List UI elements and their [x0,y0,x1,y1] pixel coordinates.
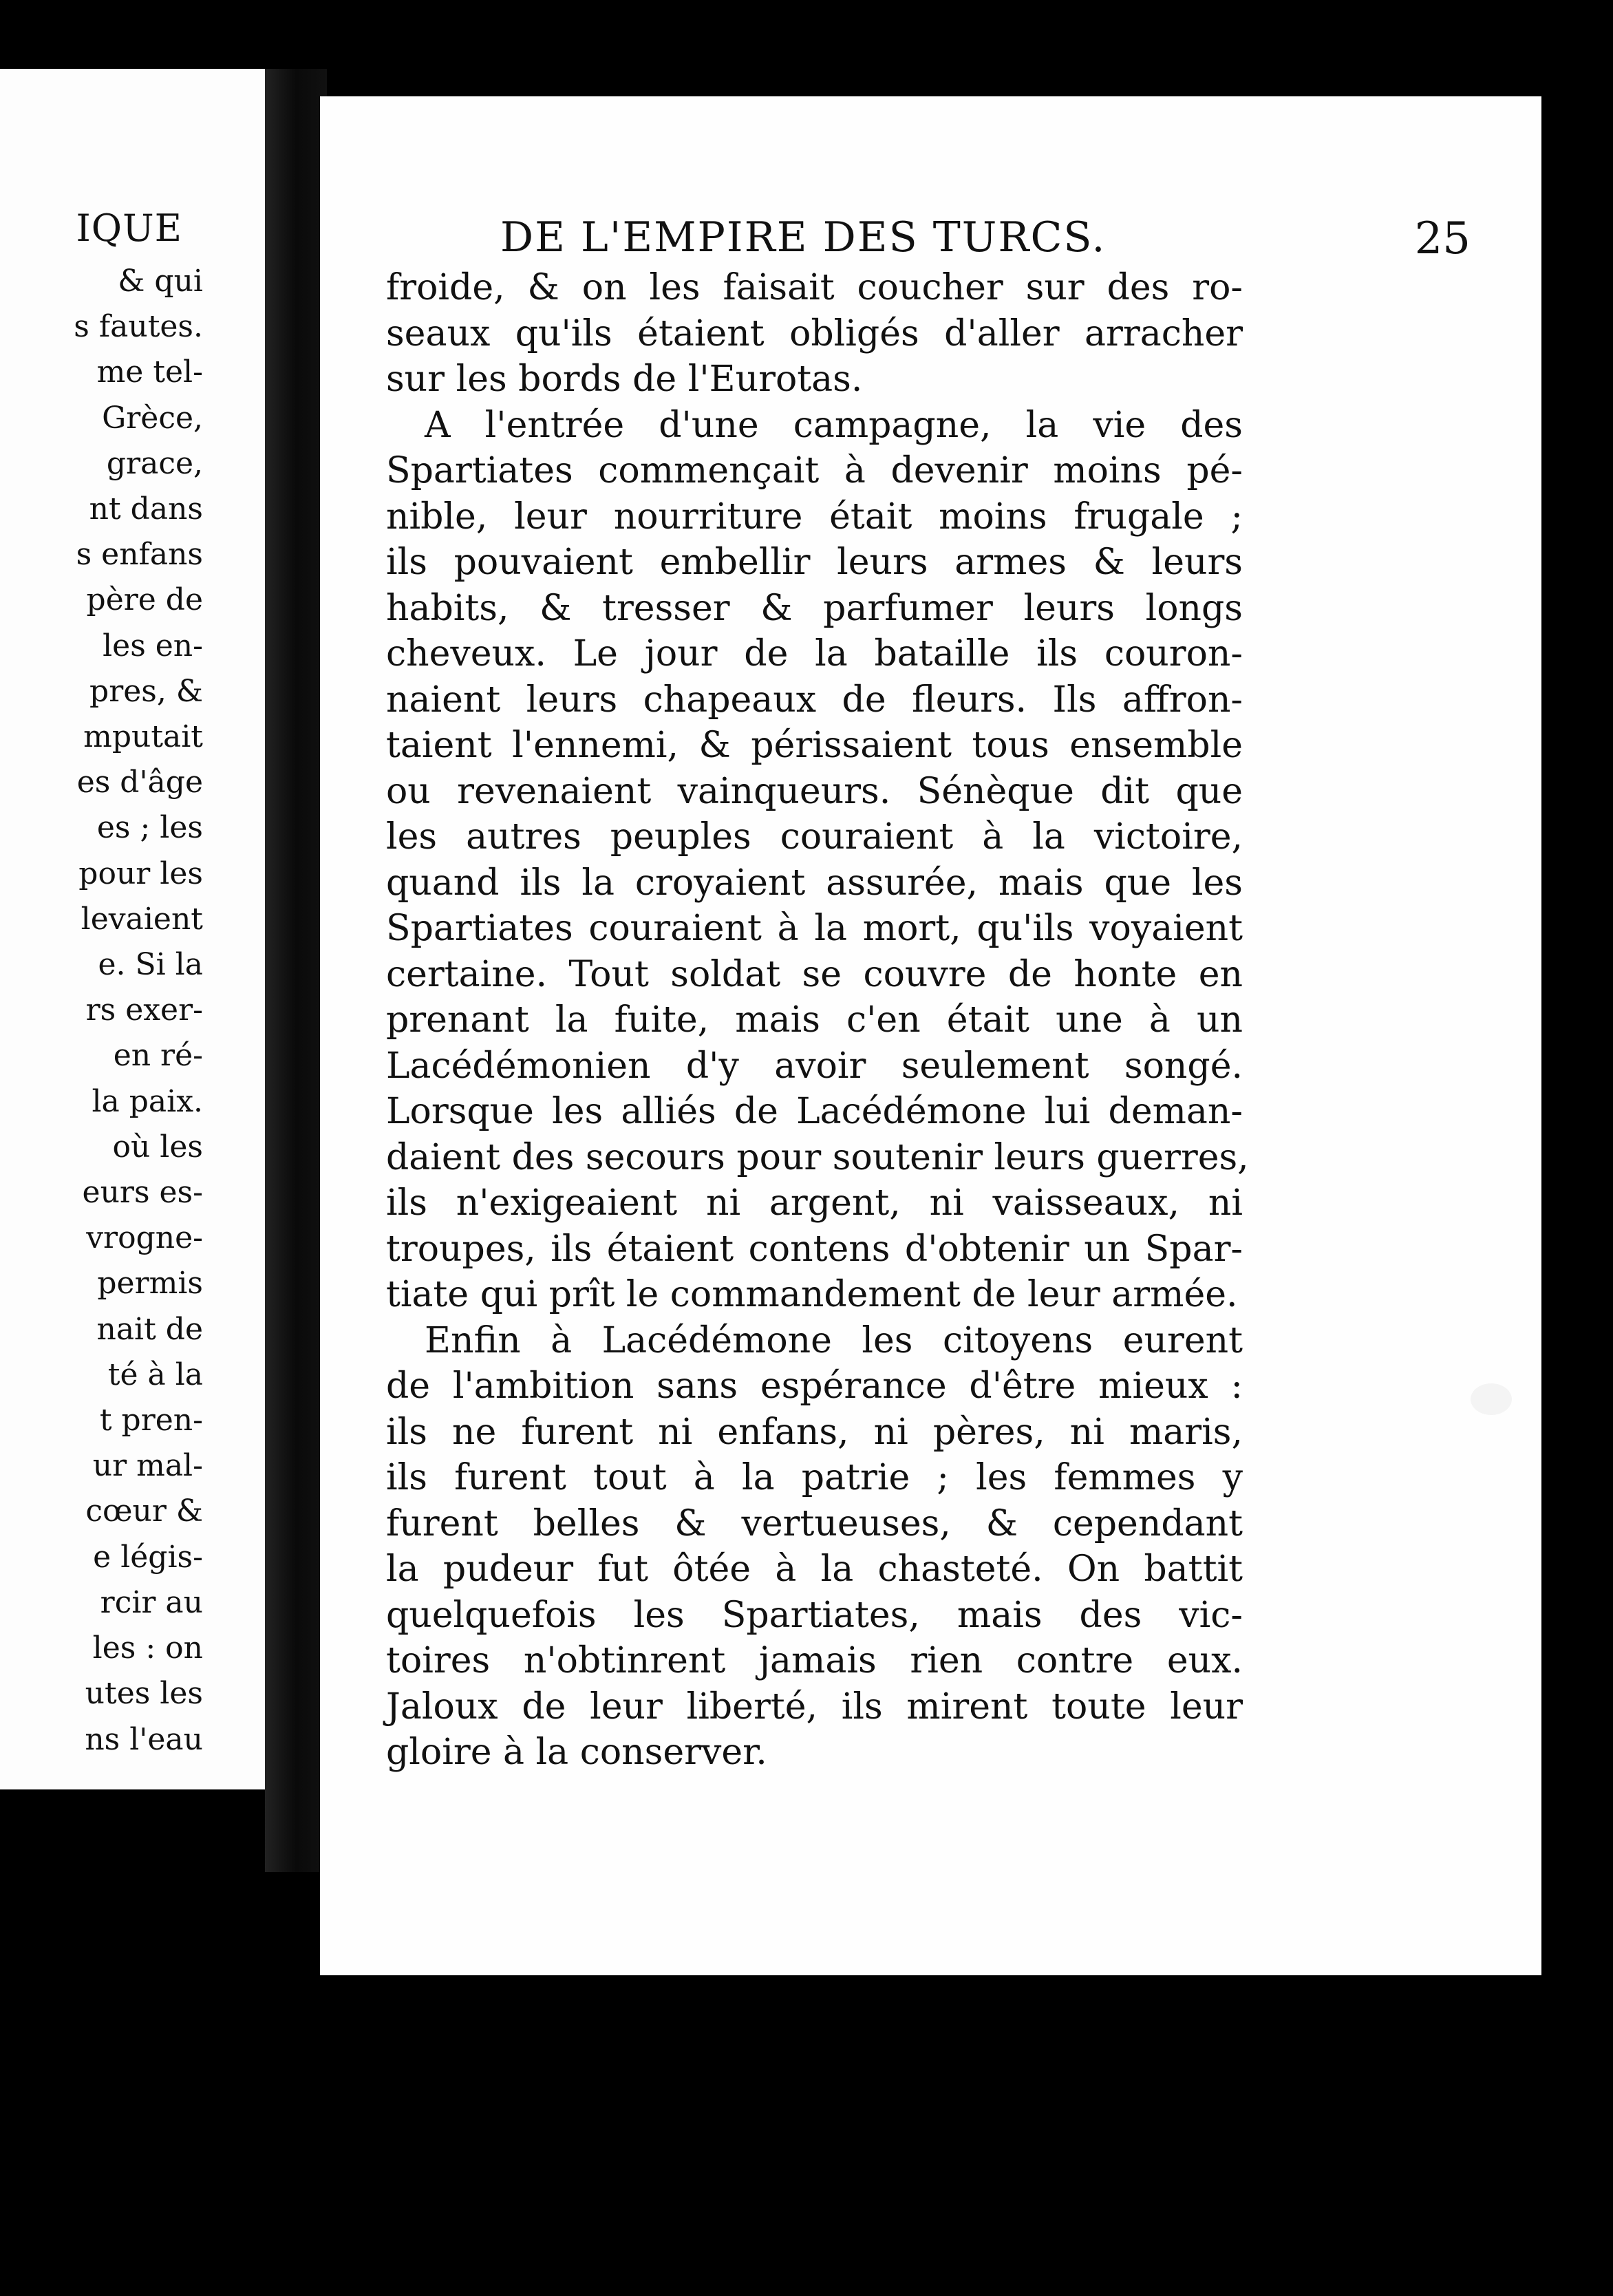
left-text-line: Grèce, [102,400,203,436]
page-number: 25 [1414,213,1471,264]
text-line: gloire à la conserver. [386,1732,767,1773]
text-line: Enfin à Lacédémone les citoyens eurent [425,1319,1243,1361]
text-line: troupes, ils étaient contens d'obtenir un Spar- [386,1228,1243,1270]
text-line: A l'entrée d'une campagne, la vie des [425,404,1243,446]
text-line: Spartiates commençait à devenir moins pé- [386,450,1243,491]
left-text-line: pour les [78,855,203,891]
left-text-line: père de [86,582,203,618]
text-line: quand ils la croyaient assurée, mais que les [386,862,1243,904]
left-text-line: t pren- [99,1403,203,1438]
left-text-line: nt dans [89,491,203,527]
body-text [386,265,1249,1776]
text-line: ils furent tout à la patrie ; les femmes y [386,1457,1243,1498]
text-line: ou revenaient vainqueurs. Sénèque dit que [386,770,1243,812]
text-line: cheveux. Le jour de la bataille ils couron- [386,633,1243,674]
left-text-line: rcir au [100,1584,203,1620]
left-text-line: pres, & [89,673,203,709]
text-line: nible, leur nourriture était moins frugale ; [386,496,1243,538]
left-text-line: où les [112,1129,203,1165]
book-gutter [265,69,327,1872]
text-line: les autres peuples couraient à la victoire, [386,816,1243,858]
text-line: ils ne furent ni enfans, ni pères, ni maris, [386,1411,1243,1453]
left-text-line: les en- [103,628,203,663]
left-text-line: nait de [96,1311,203,1347]
text-line: quelquefois les Spartiates, mais des vic- [386,1594,1243,1636]
left-text-line: rs exer- [85,992,203,1028]
text-line: Lacédémonien d'y avoir seulement songé. [386,1045,1243,1087]
text-line: certaine. Tout soldat se couvre de honte en [386,953,1243,995]
left-text-line: ur mal- [92,1448,203,1484]
text-line: prenant la fuite, mais c'en était une à un [386,999,1243,1041]
right-page [320,96,1541,1975]
left-text-line: levaient [81,901,203,937]
text-line: la pudeur fut ôtée à la chasteté. On battit [386,1549,1243,1590]
left-text-line: permis [97,1266,203,1301]
left-text-line: grace, [106,445,203,481]
left-text-line: es ; les [96,810,203,846]
left-text-line: utes les [85,1676,203,1712]
text-line: seaux qu'ils étaient obligés d'aller arracher [386,312,1243,354]
left-text-line: les : on [92,1630,203,1666]
left-page-text [0,259,203,1763]
text-line: froide, & on les faisait coucher sur des ro- [386,267,1243,308]
text-line: tiate qui prît le commandement de leur armée. [386,1274,1238,1315]
left-text-line: en ré- [113,1038,203,1074]
text-line: Lorsque les alliés de Lacédémone lui deman- [386,1091,1243,1132]
left-text-line: e légis- [93,1539,203,1575]
left-page [0,69,265,1789]
left-text-line: e. Si la [98,947,203,983]
paper-stain [1471,1383,1512,1415]
left-text-line: vrogne- [86,1220,203,1256]
text-line: ils pouvaient embellir leurs armes & leurs [386,542,1243,583]
page-header [500,213,1477,268]
left-text-line: eurs es- [82,1175,203,1211]
text-line: Spartiates couraient à la mort, qu'ils voyaient [386,908,1243,949]
left-text-line: té à la [107,1357,203,1392]
left-text-line: ns l'eau [85,1721,203,1757]
text-line: toires n'obtinrent jamais rien contre eux. [386,1640,1243,1681]
text-line: habits, & tresser & parfumer leurs longs [386,587,1243,629]
text-line: furent belles & vertueuses, & cependant [386,1502,1243,1544]
running-head: DE L'EMPIRE DES TURCS. [500,213,1107,262]
left-running-head: IQUE [76,206,182,250]
left-text-line: cœur & [85,1494,203,1529]
text-line: taient l'ennemi, & périssaient tous ensemble [386,725,1243,766]
text-line: de l'ambition sans espérance d'être mieux : [386,1365,1243,1407]
text-line: sur les bords de l'Eurotas. [386,359,863,400]
text-line: ils n'exigeaient ni argent, ni vaisseaux, ni [386,1182,1243,1224]
left-text-line: me tel- [96,354,203,390]
left-text-line: la paix. [92,1083,203,1119]
left-text-line: mputait [83,719,203,755]
left-text-line: s enfans [76,537,203,573]
text-line: Jaloux de leur liberté, ils mirent toute leur [386,1686,1243,1728]
left-text-line: & qui [118,264,203,299]
text-line: naient leurs chapeaux de fleurs. Ils affron- [386,679,1243,721]
left-text-line: s fautes. [74,309,203,345]
text-line: daient des secours pour soutenir leurs guerres, [386,1136,1249,1178]
left-text-line: es d'âge [76,765,203,800]
